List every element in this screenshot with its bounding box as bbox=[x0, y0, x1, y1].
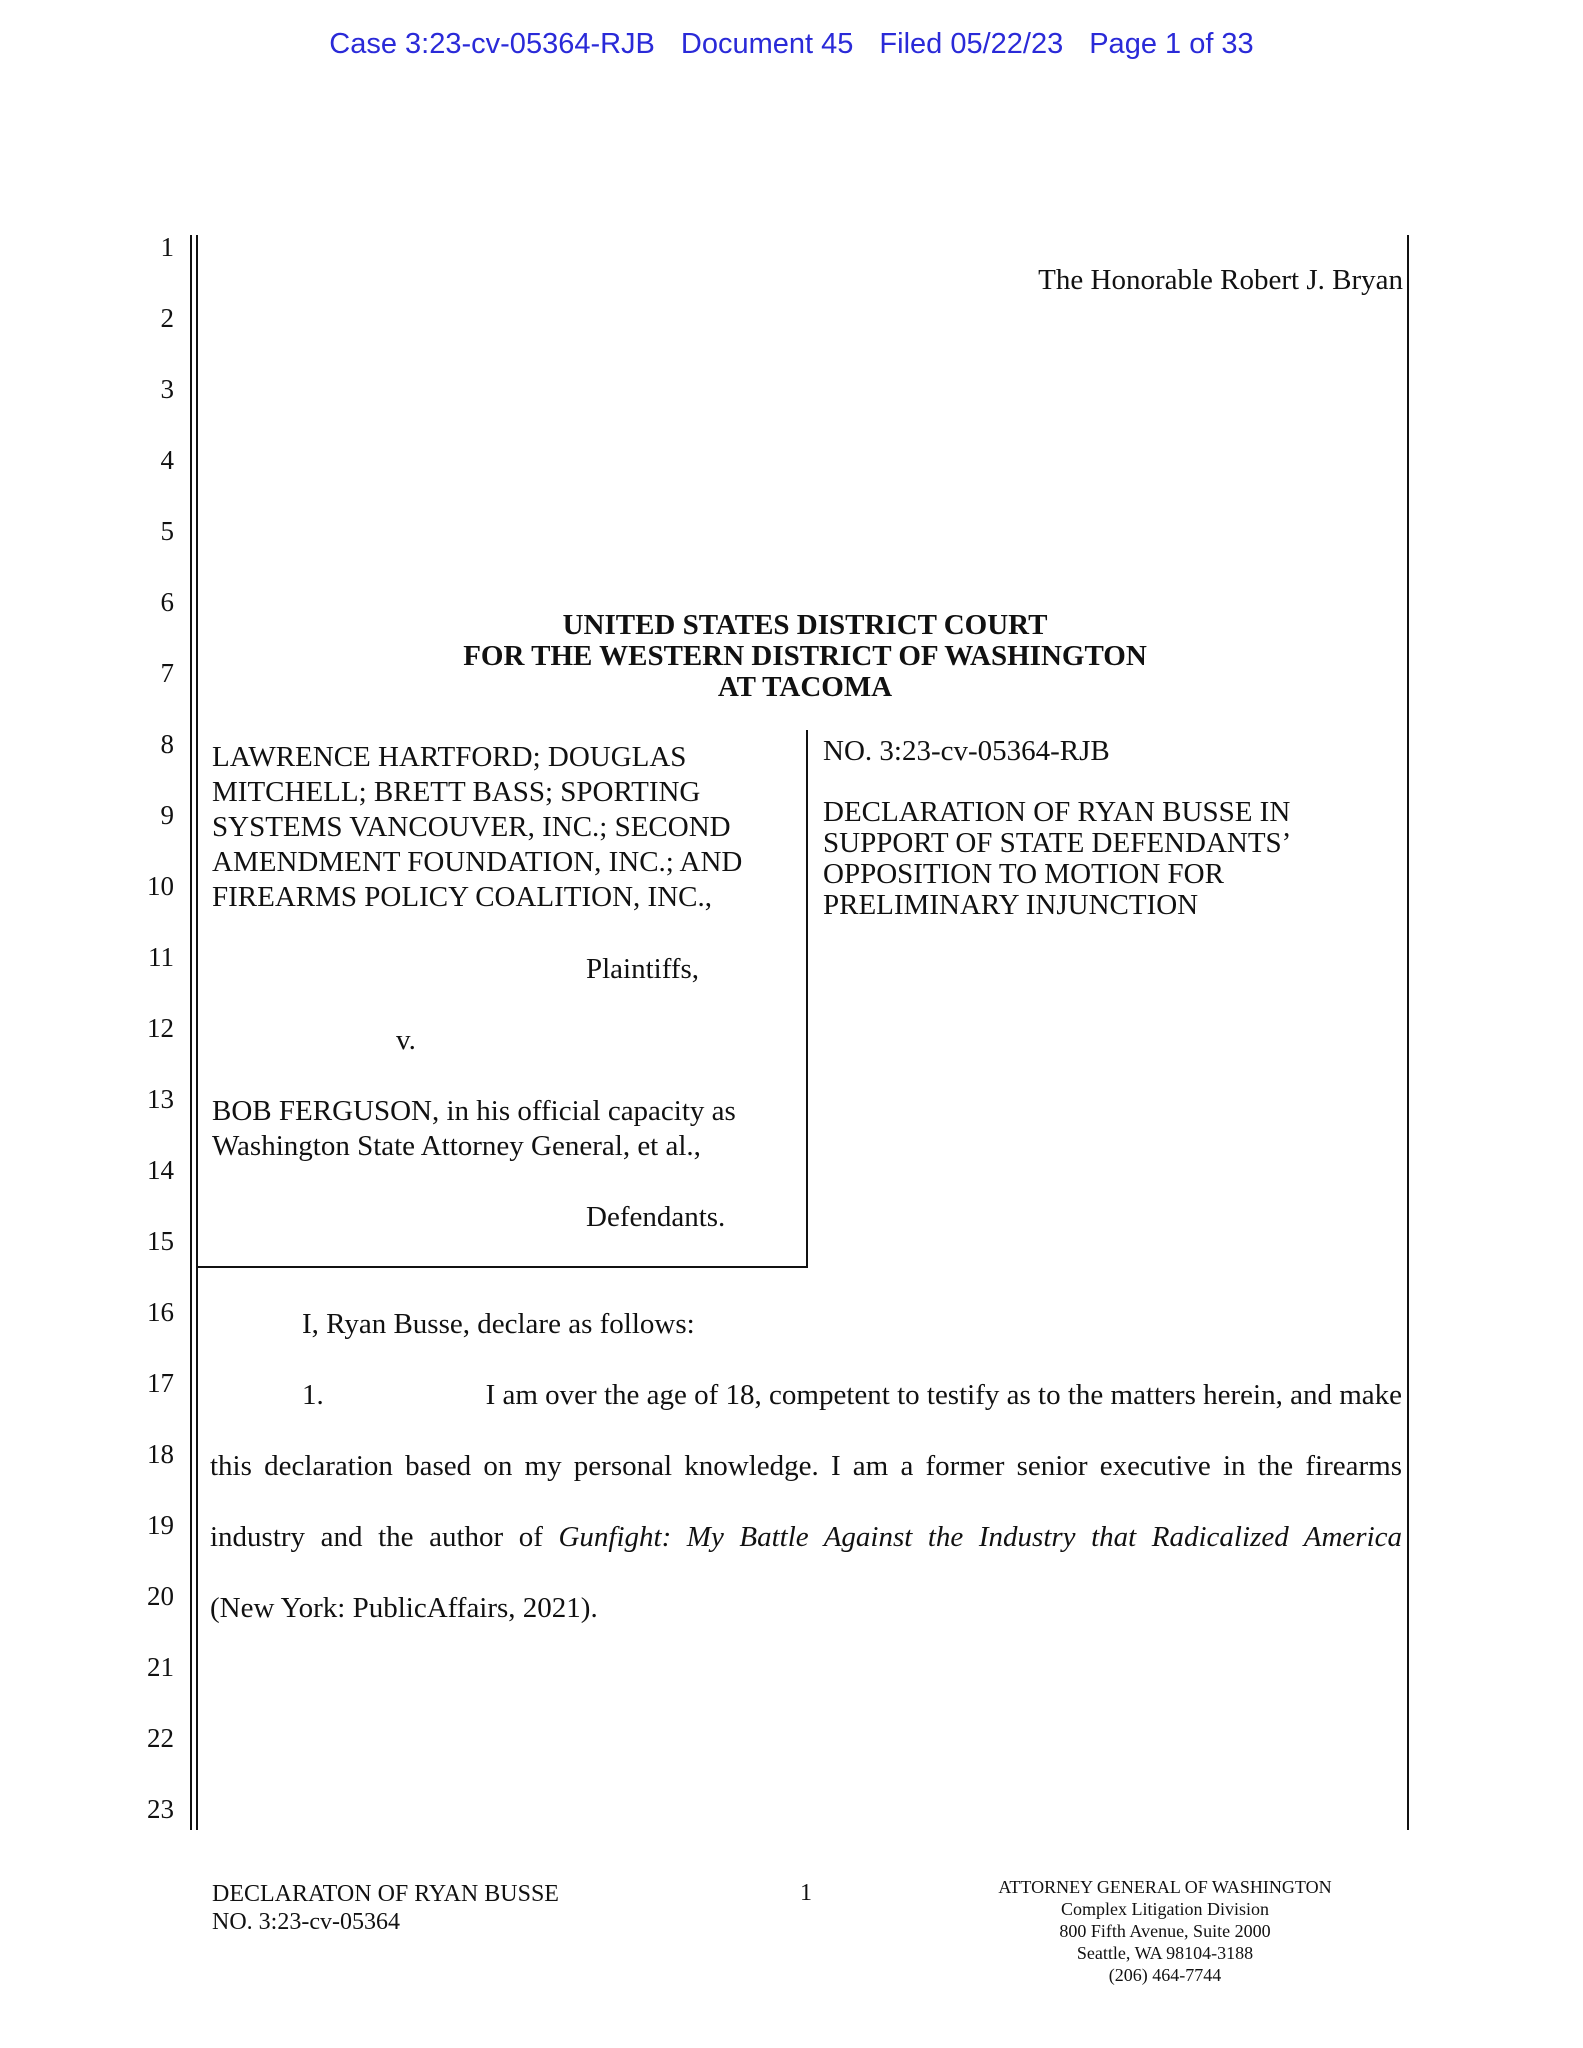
ecf-header-stamp bbox=[0, 28, 1583, 61]
line-number: 10 bbox=[147, 871, 174, 901]
document-title-line: PRELIMINARY INJUNCTION bbox=[823, 889, 1199, 921]
line-number: 15 bbox=[147, 1226, 174, 1256]
left-margin-rule-inner bbox=[196, 235, 198, 1830]
plaintiff-line: LAWRENCE HARTFORD; DOUGLAS bbox=[212, 741, 687, 773]
footer-case-number: NO. 3:23-cv-05364 bbox=[212, 1909, 400, 1935]
caption-divider-rule bbox=[806, 730, 808, 1268]
document-title-line: SUPPORT OF STATE DEFENDANTS’ bbox=[823, 827, 1292, 859]
document-title-line: DECLARATION OF RYAN BUSSE IN bbox=[823, 796, 1291, 828]
footer-document-info bbox=[212, 1880, 559, 1936]
line-number: 14 bbox=[147, 1155, 174, 1185]
footer-city: Seattle, WA 98104-3188 bbox=[1076, 1943, 1254, 1963]
document-title-line: OPPOSITION TO MOTION FOR bbox=[823, 858, 1224, 890]
footer-phone: (206) 464-7744 bbox=[1108, 1965, 1222, 1985]
assigned-judge: The Honorable Robert J. Bryan bbox=[1038, 264, 1403, 296]
case-number: NO. 3:23-cv-05364-RJB bbox=[823, 735, 1110, 767]
caption-case-info bbox=[823, 736, 1403, 921]
plaintiff-line: MITCHELL; BRETT BASS; SPORTING bbox=[212, 776, 701, 808]
line-number: 9 bbox=[160, 800, 174, 830]
line-number: 12 bbox=[147, 1013, 174, 1043]
right-margin-rule bbox=[1407, 235, 1409, 1830]
caption-bottom-rule bbox=[198, 1266, 808, 1268]
court-name: UNITED STATES DISTRICT COURT bbox=[562, 609, 1048, 641]
court-location: AT TACOMA bbox=[717, 671, 893, 703]
defendant-line: Washington State Attorney General, et al., bbox=[212, 1130, 701, 1162]
plaintiff-line: SYSTEMS VANCOUVER, INC.; SECOND bbox=[212, 811, 731, 843]
case-number-stamp: Case 3:23-cv-05364-RJB bbox=[329, 28, 655, 60]
line-number: 2 bbox=[160, 303, 174, 333]
paragraph-number: 1. bbox=[302, 1379, 324, 1411]
footer-division: Complex Litigation Division bbox=[1061, 1899, 1269, 1919]
line-number: 23 bbox=[147, 1794, 174, 1824]
line-number: 22 bbox=[147, 1723, 174, 1753]
footer-title: DECLARATON OF RYAN BUSSE bbox=[212, 1881, 559, 1907]
line-number: 4 bbox=[160, 445, 174, 475]
plaintiff-line: AMENDMENT FOUNDATION, INC.; AND bbox=[212, 846, 743, 878]
caption-parties bbox=[212, 740, 802, 1233]
paragraph-text: industry and the author of bbox=[210, 1521, 559, 1553]
defendants-label: Defendants. bbox=[586, 1201, 726, 1233]
footer-page-number: 1 bbox=[800, 1880, 812, 1906]
line-number: 8 bbox=[160, 729, 174, 759]
footer-office-block bbox=[990, 1876, 1340, 1986]
versus-label: v. bbox=[396, 1024, 416, 1056]
footer-office: ATTORNEY GENERAL OF WASHINGTON bbox=[998, 1877, 1332, 1897]
document-title bbox=[823, 797, 1403, 921]
paragraph-text: I am over the age of 18, competent to testify as to the matters herein, and make bbox=[485, 1379, 1402, 1411]
line-number: 3 bbox=[160, 374, 174, 404]
line-number: 1 bbox=[160, 232, 174, 262]
footer-address: 800 Fifth Avenue, Suite 2000 bbox=[1059, 1921, 1271, 1941]
left-margin-rule-outer bbox=[190, 235, 192, 1830]
line-number: 11 bbox=[148, 942, 174, 972]
filed-date-stamp: Filed 05/22/23 bbox=[879, 28, 1064, 60]
line-number: 20 bbox=[147, 1581, 174, 1611]
court-heading bbox=[210, 610, 1400, 703]
court-district: FOR THE WESTERN DISTRICT OF WASHINGTON bbox=[463, 640, 1147, 672]
plaintiffs-label: Plaintiffs, bbox=[586, 953, 700, 985]
line-number: 5 bbox=[160, 516, 174, 546]
book-title: Gunfight: My Battle Against the Industry that Radicalized America bbox=[558, 1521, 1402, 1553]
line-number: 17 bbox=[147, 1368, 174, 1398]
paragraph-1-line-4: (New York: PublicAffairs, 2021). bbox=[210, 1592, 598, 1624]
declaration-intro: I, Ryan Busse, declare as follows: bbox=[302, 1308, 695, 1340]
page-count-stamp: Page 1 of 33 bbox=[1089, 28, 1254, 60]
defendant-line: BOB FERGUSON, in his official capacity as bbox=[212, 1095, 736, 1127]
line-number: 13 bbox=[147, 1084, 174, 1114]
line-number: 21 bbox=[147, 1652, 174, 1682]
line-number: 7 bbox=[160, 658, 174, 688]
line-number: 18 bbox=[147, 1439, 174, 1469]
defendants-block bbox=[212, 1094, 812, 1164]
document-number-stamp: Document 45 bbox=[680, 28, 854, 60]
paragraph-1-line-2: this declaration based on my personal knowledge. I am a former senior executive in the firearms bbox=[210, 1450, 1402, 1482]
line-number: 16 bbox=[147, 1297, 174, 1327]
paragraph-1-line-3 bbox=[210, 1521, 1402, 1554]
line-number: 19 bbox=[147, 1510, 174, 1540]
plaintiff-line: FIREARMS POLICY COALITION, INC., bbox=[212, 881, 712, 913]
line-number: 6 bbox=[160, 587, 174, 617]
